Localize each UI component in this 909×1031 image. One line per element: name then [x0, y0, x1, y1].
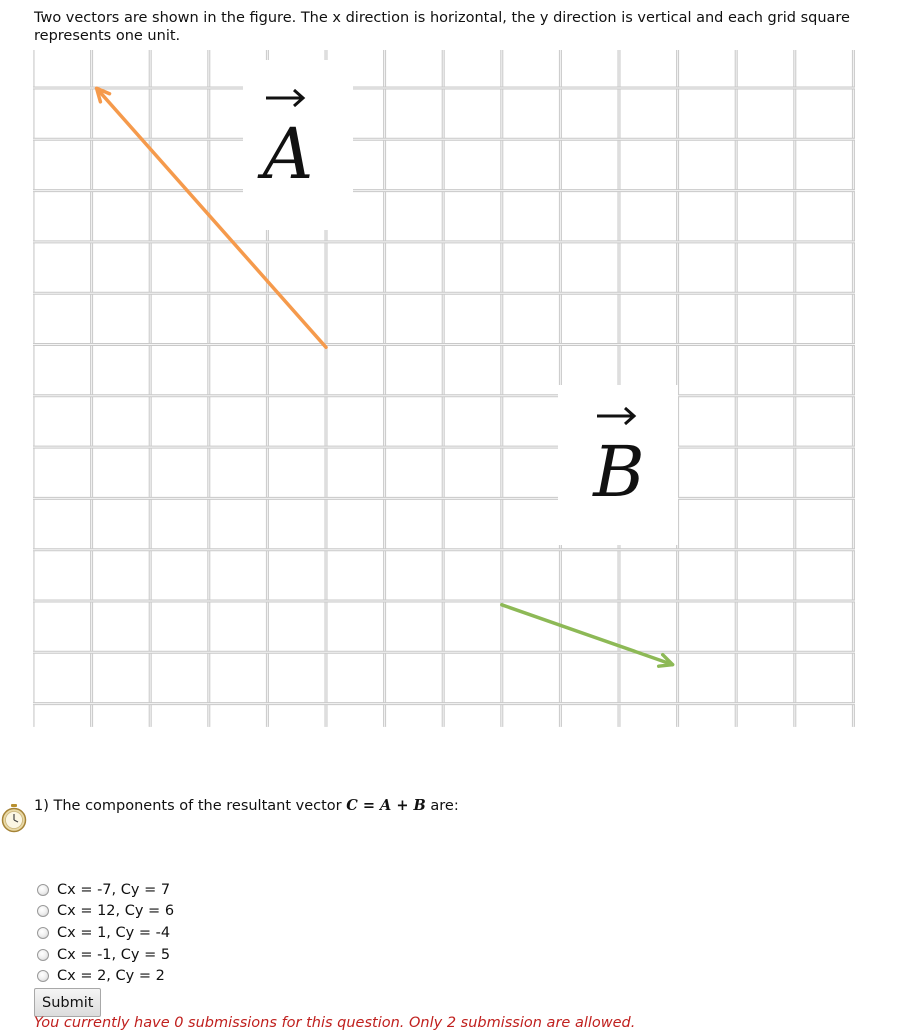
option-4-radio[interactable]: [37, 949, 49, 961]
option-2-label: Cx = 12, Cy = 6: [57, 903, 175, 920]
option-2-radio[interactable]: [37, 905, 49, 917]
vector-figure: [33, 50, 855, 747]
vector-b-shaft: [502, 605, 673, 665]
option-2[interactable]: [37, 901, 174, 923]
submit-button[interactable]: Submit: [34, 988, 101, 1017]
question-text-after: are:: [425, 798, 459, 814]
option-4[interactable]: [37, 944, 174, 966]
answer-options: [37, 879, 174, 987]
option-1-radio[interactable]: [37, 884, 49, 896]
option-3-radio[interactable]: [37, 927, 49, 939]
question-prompt: [34, 797, 459, 815]
question-text-before: 1) The components of the resultant vector: [34, 798, 347, 814]
option-3-label: Cx = 1, Cy = -4: [57, 924, 171, 941]
submission-note: You currently have 0 submissions for this question. Only 2 submission are allowed.: [34, 1015, 636, 1031]
vector-a-label: A: [262, 113, 314, 195]
vector-b-label: B: [593, 431, 645, 513]
option-5[interactable]: [37, 965, 174, 987]
option-5-label: Cx = 2, Cy = 2: [57, 968, 165, 985]
option-5-radio[interactable]: [37, 970, 49, 982]
option-3[interactable]: [37, 922, 174, 944]
option-1-label: Cx = -7, Cy = 7: [57, 881, 171, 898]
option-1[interactable]: [37, 879, 174, 901]
vector-diagram: [33, 50, 855, 747]
question-math: C = A + B: [346, 797, 426, 814]
problem-statement: Two vectors are shown in the figure. The x direction is horizontal, the y direction is vertical and each grid square represents one unit.: [34, 10, 850, 44]
option-4-label: Cx = -1, Cy = 5: [57, 946, 171, 963]
stopwatch-icon: [0, 803, 28, 833]
